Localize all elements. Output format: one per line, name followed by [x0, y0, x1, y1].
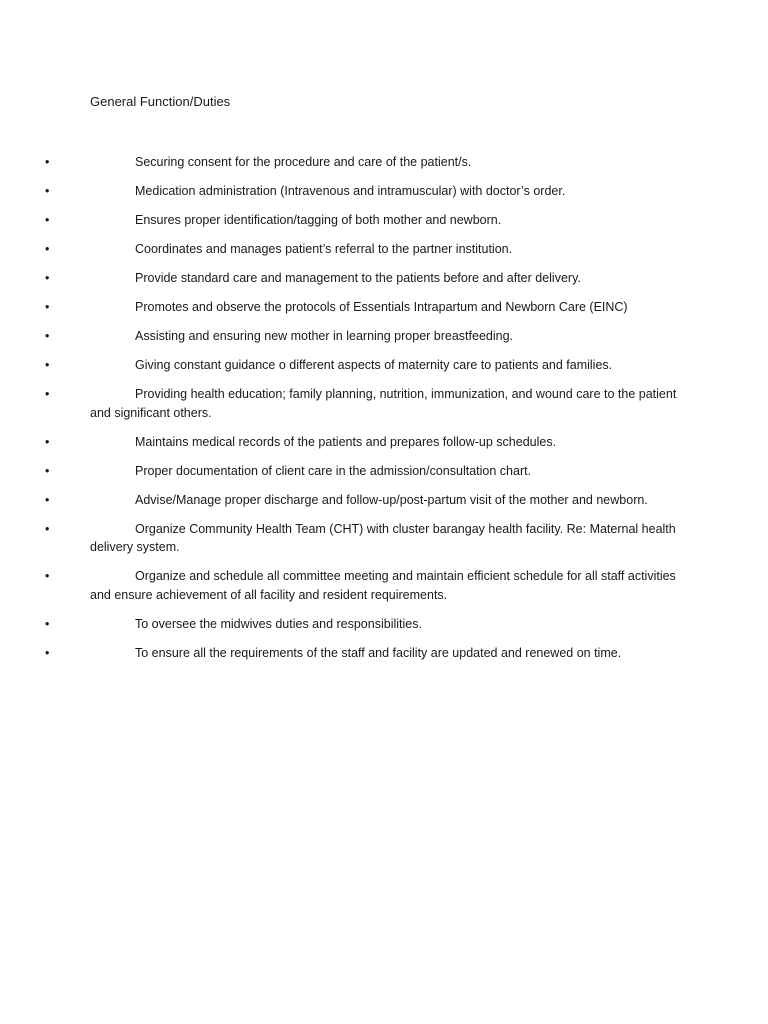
list-item-text: Coordinates and manages patient’s referral to the partner institution. — [135, 242, 513, 256]
list-item-text: Assisting and ensuring new mother in learning proper breastfeeding. — [135, 329, 514, 343]
list-item — [45, 211, 680, 230]
bullet-icon: • — [45, 463, 50, 478]
list-item-text: Providing health education; family planning, nutrition, immunization, and wound care to the patient and significant others. — [90, 387, 677, 420]
list-item-text: Promotes and observe the protocols of Essentials Intrapartum and Newborn Care (EINC) — [135, 300, 628, 314]
list-item-text: Giving constant guidance o different aspects of maternity care to patients and families. — [135, 358, 613, 372]
list-item — [45, 240, 680, 259]
list-item-text: To oversee the midwives duties and responsibilities. — [135, 616, 422, 631]
bullet-icon: • — [45, 184, 50, 198]
bullet-icon: • — [45, 213, 50, 227]
list-item-text: Organize and schedule all committee meeting and maintain efficient schedule for all staff activities and ensure achievement of all facility and resident requirements. — [90, 569, 676, 602]
bullet-icon: • — [45, 521, 50, 536]
list-item — [45, 327, 680, 346]
list-item-text: To ensure all the requirements of the staff and facility are updated and renewed on time. — [135, 645, 622, 660]
bullet-icon: • — [45, 271, 50, 285]
list-item — [45, 567, 680, 604]
list-item — [45, 356, 680, 375]
list-item-text: Provide standard care and management to the patients before and after delivery. — [135, 271, 581, 285]
document-content — [45, 93, 680, 673]
list-item-text: Securing consent for the procedure and care of the patient/s. — [135, 155, 472, 169]
list-item-text: Organize Community Health Team (CHT) with cluster barangay health facility. Re: Maternal health delivery system. — [90, 521, 676, 554]
list-item-text: Proper documentation of client care in the admission/consultation chart. — [135, 463, 532, 478]
list-item — [45, 153, 680, 172]
list-item — [45, 462, 680, 481]
section-heading: General Function/Duties — [90, 94, 231, 109]
list-item — [45, 433, 680, 452]
list-item-text: Advise/Manage proper discharge and follow-up/post-partum visit of the mother and newborn. — [135, 492, 648, 507]
list-item — [45, 269, 680, 288]
list-item — [45, 182, 680, 201]
bullet-icon: • — [45, 645, 50, 660]
bullet-icon: • — [45, 616, 50, 631]
bullet-icon: • — [45, 434, 50, 449]
list-item-text: Ensures proper identification/tagging of both mother and newborn. — [135, 213, 502, 227]
bullet-icon: • — [45, 358, 50, 372]
bullet-icon: • — [45, 155, 50, 169]
bullet-icon: • — [45, 300, 50, 314]
duties-list — [45, 153, 680, 662]
bullet-icon: • — [45, 569, 50, 583]
bullet-icon: • — [45, 387, 50, 401]
list-item-text: Medication administration (Intravenous and intramuscular) with doctor’s order. — [135, 184, 566, 198]
list-item — [45, 491, 680, 510]
list-item — [45, 385, 680, 422]
bullet-icon: • — [45, 492, 50, 507]
list-item — [45, 298, 680, 317]
bullet-icon: • — [45, 242, 50, 256]
list-item — [45, 615, 680, 634]
list-item — [45, 644, 680, 663]
list-item-text: Maintains medical records of the patients and prepares follow-up schedules. — [135, 434, 557, 449]
bullet-icon: • — [45, 329, 50, 343]
list-item — [45, 520, 680, 557]
